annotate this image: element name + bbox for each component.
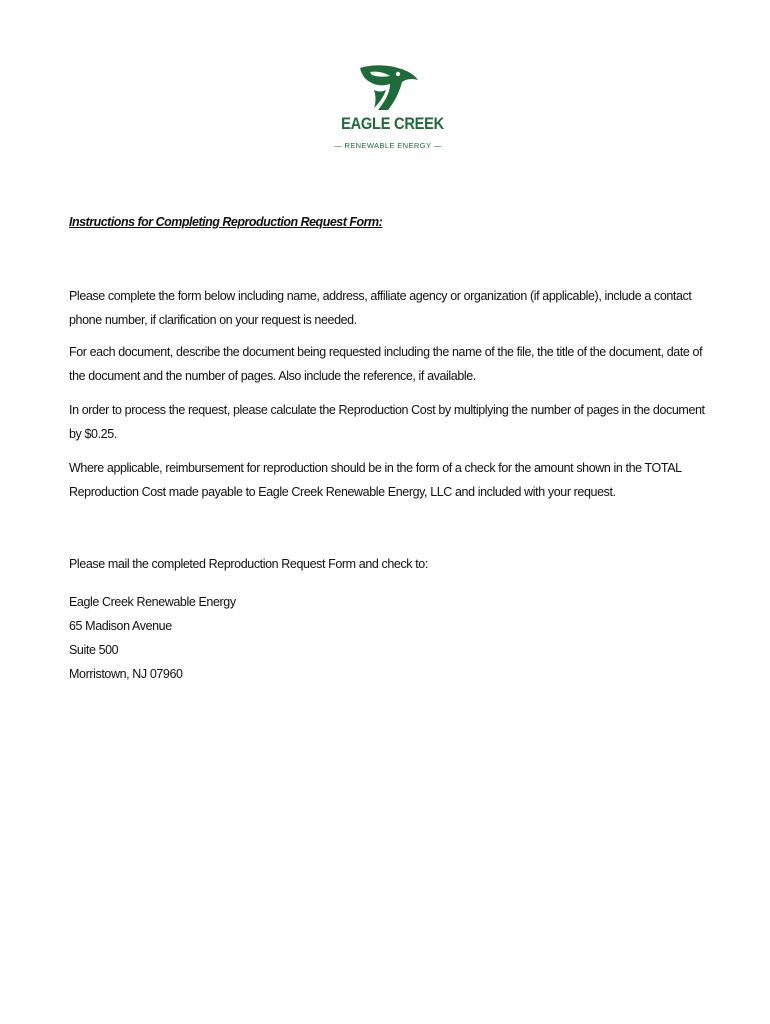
address-street: 65 Madison Avenue (69, 619, 172, 633)
instructions-body (69, 210, 709, 686)
address-city: Morristown, NJ 07960 (69, 667, 183, 681)
instruction-paragraph-contact: Please complete the form below including name, address, affiliate agency or organization (if applicable), include a contact phone number, if clarification on your request is needed. (69, 289, 692, 327)
instruction-paragraph-mail: Please mail the completed Reproduction Request Form and check to: (69, 557, 428, 571)
company-logo (334, 62, 444, 154)
mailing-address (69, 590, 709, 686)
logo-tagline: — RENEWABLE ENERGY — (334, 141, 442, 150)
instruction-paragraph-cost: In order to process the request, please calculate the Reproduction Cost by multiplying the number of pages in the document by $0.25. (69, 403, 705, 441)
address-company: Eagle Creek Renewable Energy (69, 595, 236, 609)
logo-company-name: EAGLE CREEK (341, 114, 444, 133)
instruction-paragraph-document: For each document, describe the document being requested including the name of the file, the title of the document, date of the document and the number of pages. Also include the reference, if available. (69, 345, 703, 383)
page-title: Instructions for Completing Reproduction Request Form: (69, 215, 383, 229)
instruction-paragraph-reimbursement: Where applicable, reimbursement for reproduction should be in the form of a check for the amount shown in the TOTAL Reproduction Cost made payable to Eagle Creek Renewable Energy, LLC and included with your request. (69, 461, 682, 499)
address-suite: Suite 500 (69, 643, 119, 657)
eagle-emblem-icon (334, 62, 436, 114)
